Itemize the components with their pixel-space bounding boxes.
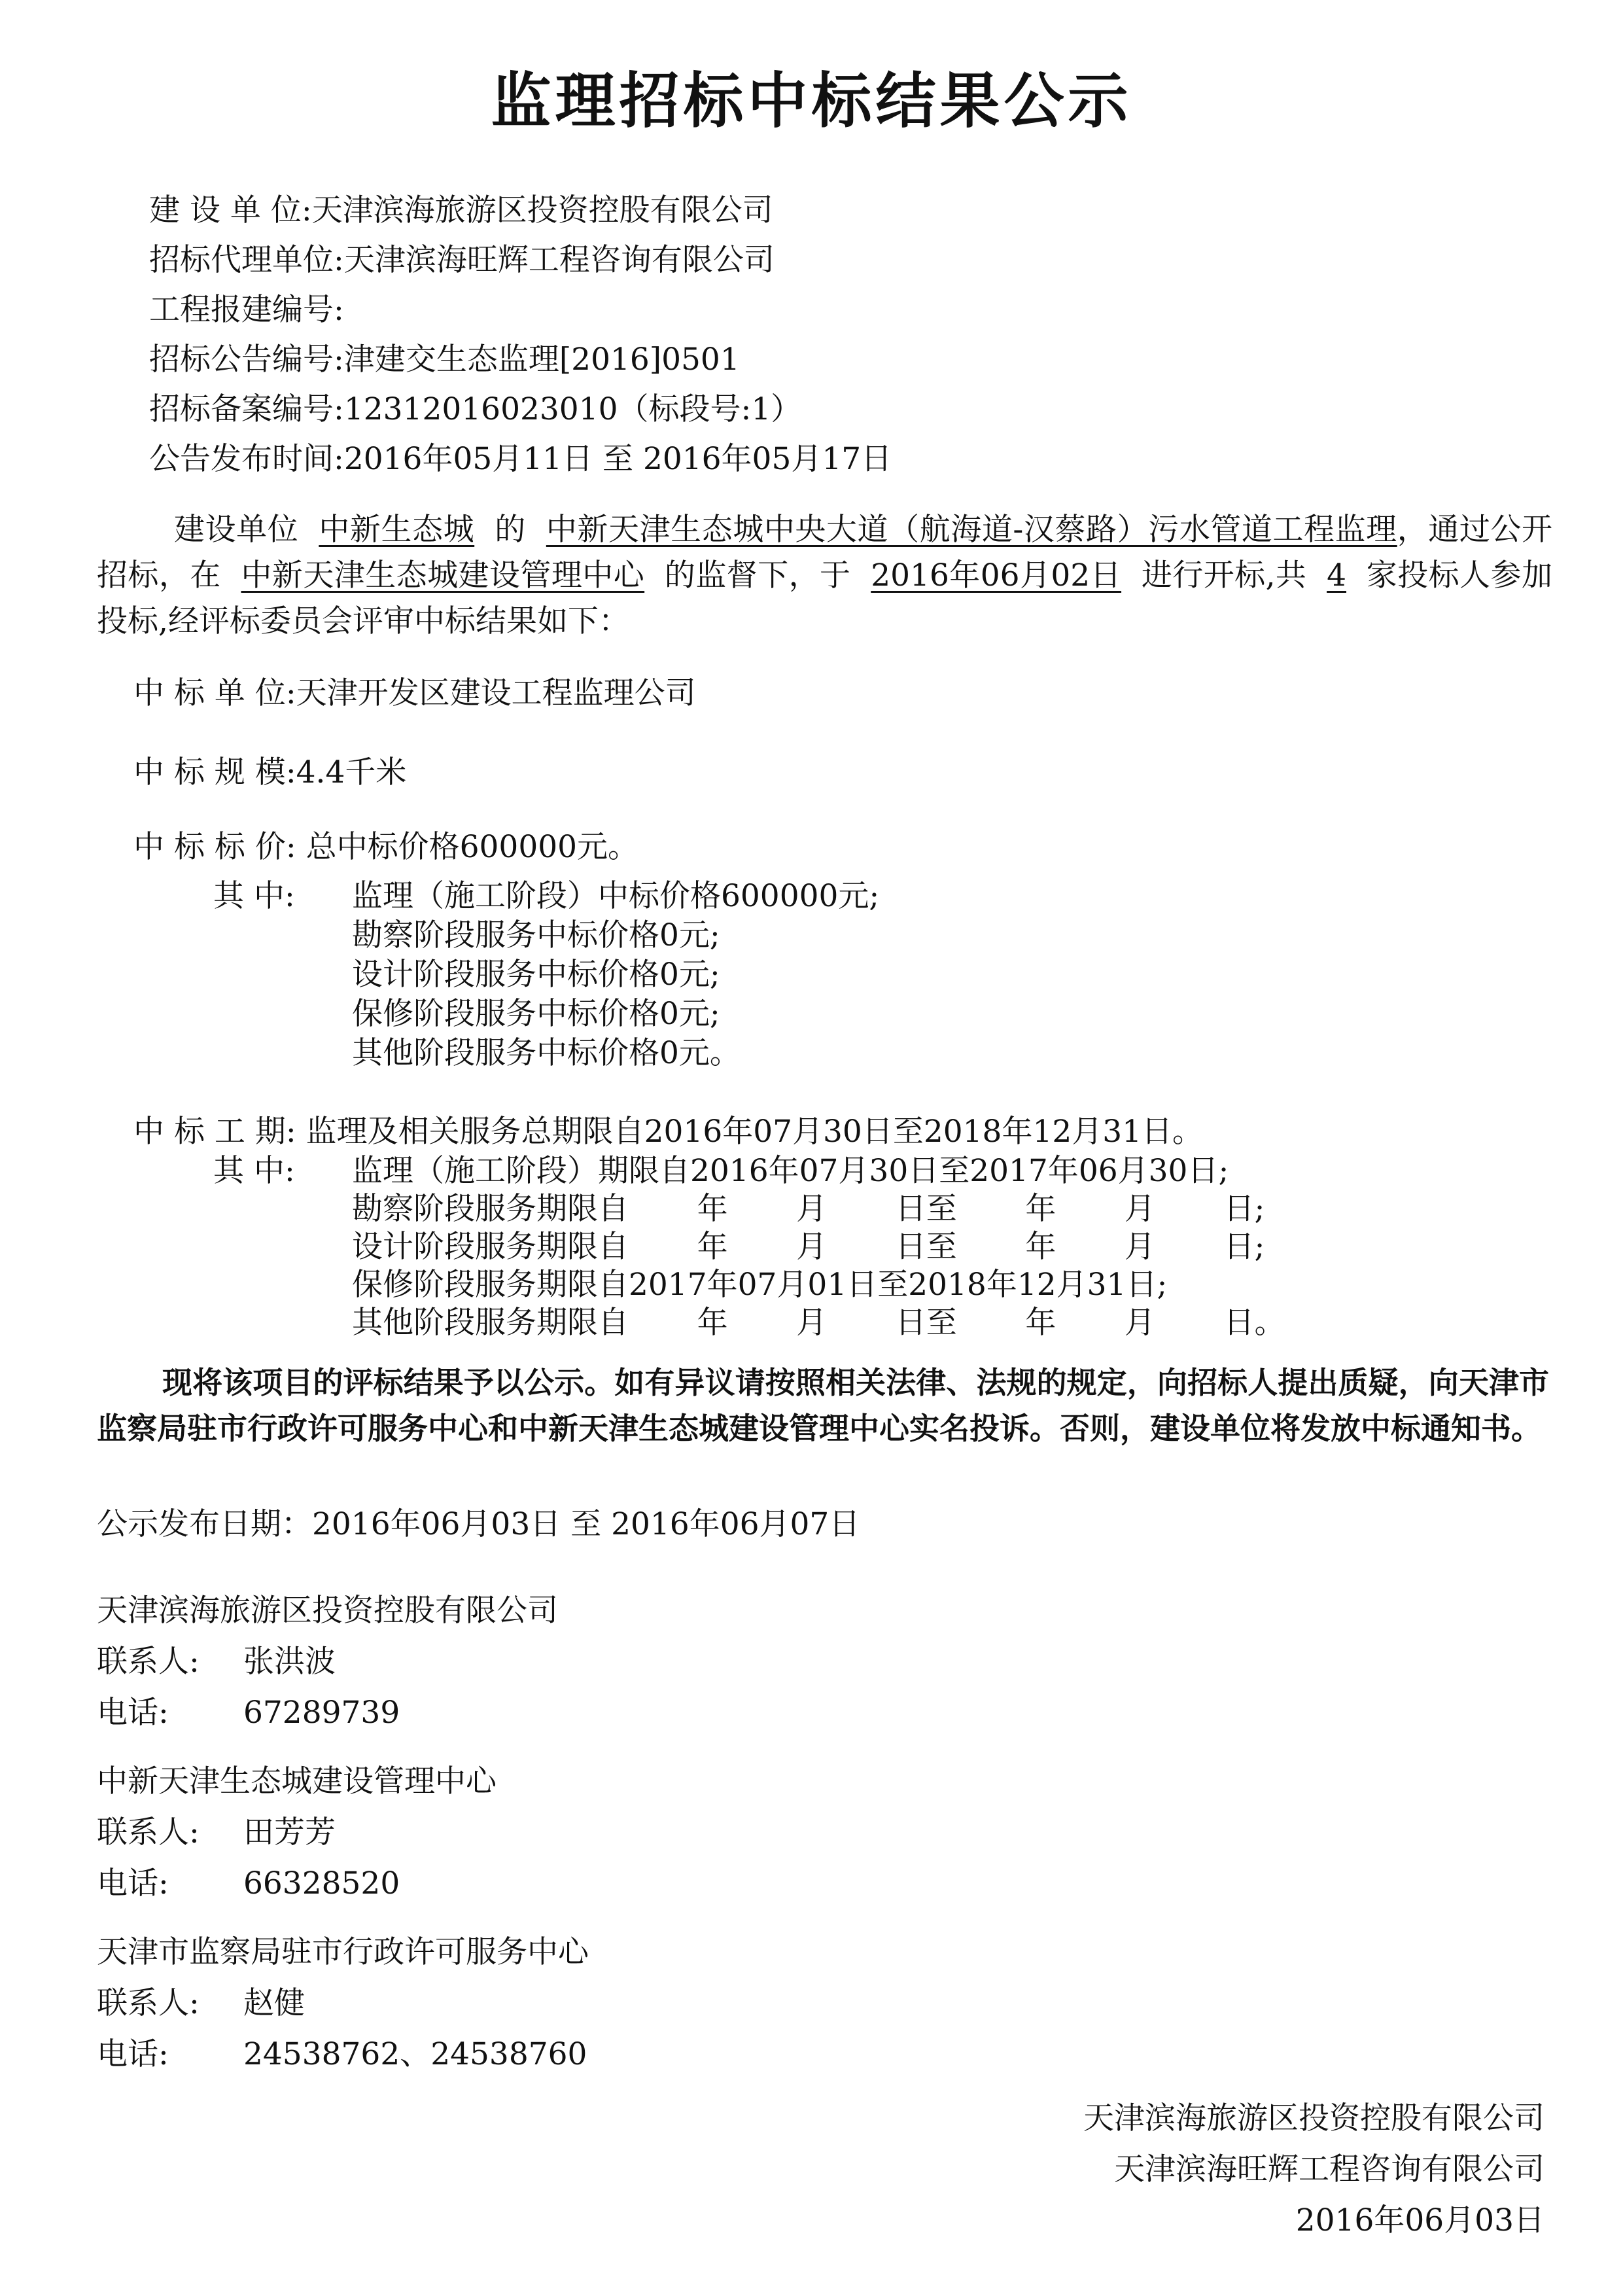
contact-person-label: 联系人: <box>97 1644 200 1680</box>
header-label: 工程报建编号: <box>149 292 344 328</box>
price-row <box>133 828 638 867</box>
scale-value: 4.4千米 <box>296 754 407 790</box>
supervising-agency: 中新天津生态城建设管理中心 <box>241 557 645 593</box>
period-row <box>133 1112 1203 1152</box>
contact-person: 赵健 <box>243 1985 305 2021</box>
contact-phone: 66328520 <box>243 1865 400 1901</box>
contact-phone-label: 电话: <box>97 2036 169 2072</box>
bidder-count: 4 <box>1327 557 1347 593</box>
intro-paragraph: 建设单位 中新生态城 的 中新天津生态城中央大道（航海道-汉蔡路）污水管道工程监理，通过公开招标，在 中新天津生态城建设管理中心 的监督下，于 2016年06月02日 进行开标,共 4 家投标人参加投标,经评标委员会评审中标结果如下： <box>97 512 1553 639</box>
publish-period: 公示发布日期：2016年06月03日 至 2016年06月07日 <box>97 1506 860 1542</box>
price-item: 保修阶段服务中标价格0元; <box>352 996 720 1032</box>
header-value: 2016年05月11日 至 2016年05月17日 <box>343 441 892 477</box>
period-label: 中 标 工 期: <box>133 1114 296 1150</box>
project-name: 中新天津生态城中央大道（航海道-汉蔡路）污水管道工程监理 <box>546 512 1397 548</box>
header-label: 公告发布时间: <box>149 441 344 477</box>
header-row-notice-no <box>149 340 740 380</box>
winner-value: 天津开发区建设工程监理公司 <box>296 675 696 711</box>
contact-person-label: 联系人: <box>97 1985 200 2021</box>
contact-phone: 67289739 <box>243 1695 400 1731</box>
period-item: 保修阶段服务期限自2017年07月01日至2018年12月31日; <box>352 1267 1168 1303</box>
header-row-project-no <box>149 291 344 330</box>
period-item: 勘察阶段服务期限自 年 月 日至 年 月 日; <box>352 1191 1265 1227</box>
price-label: 中 标 标 价: <box>133 829 296 865</box>
price-item: 监理（施工阶段）中标价格600000元; <box>352 878 880 914</box>
period-item: 设计阶段服务期限自 年 月 日至 年 月 日; <box>352 1229 1265 1265</box>
contact-org: 天津滨海旅游区投资控股有限公司 <box>97 1593 558 1629</box>
period-among-label: 其 中: <box>213 1153 295 1189</box>
header-value: 12312016023010（标段号:1） <box>343 391 802 427</box>
period-item: 其他阶段服务期限自 年 月 日至 年 月 日。 <box>352 1305 1285 1341</box>
contact-org: 天津市监察局驻市行政许可服务中心 <box>97 1934 589 1970</box>
document-title: 监理招标中标结果公示 <box>491 66 1132 136</box>
scale-row <box>133 753 406 792</box>
bid-opening-date: 2016年06月02日 <box>871 557 1122 593</box>
period-total: 监理及相关服务总期限自2016年07月30日至2018年12月31日。 <box>305 1114 1204 1150</box>
header-value: 津建交生态监理[2016]0501 <box>343 342 740 378</box>
contact-org: 中新天津生态城建设管理中心 <box>97 1763 497 1799</box>
header-row-builder <box>149 191 773 230</box>
scale-label: 中 标 规 模: <box>133 754 296 790</box>
winner-label: 中 标 单 位: <box>133 675 296 711</box>
signature-org-1: 天津滨海旅游区投资控股有限公司 <box>1083 2100 1544 2136</box>
contact-phone-label: 电话: <box>97 1695 169 1731</box>
header-label: 招标代理单位: <box>149 242 344 278</box>
winner-row <box>133 674 696 713</box>
signature-org-2: 天津滨海旺辉工程咨询有限公司 <box>1114 2151 1544 2187</box>
header-label: 招标备案编号: <box>149 391 344 427</box>
period-item: 监理（施工阶段）期限自2016年07月30日至2017年06月30日; <box>352 1153 1229 1189</box>
contact-phone: 24538762、24538760 <box>243 2036 587 2072</box>
contact-person: 田芳芳 <box>243 1814 336 1850</box>
construction-unit: 中新生态城 <box>319 512 475 548</box>
signature-date: 2016年06月03日 <box>1295 2202 1544 2238</box>
header-row-notice-time <box>149 440 892 479</box>
notice-paragraph: 现将该项目的评标结果予以公示。如有异议请按照相关法律、法规的规定，向招标人提出质疑，向天津市监察局驻市行政许可服务中心和中新天津生态城建设管理中心实名投诉。否则，建设单位将发放中标通知书。 <box>97 1365 1549 1446</box>
header-value: 天津滨海旅游区投资控股有限公司 <box>311 192 773 228</box>
price-item: 设计阶段服务中标价格0元; <box>352 957 720 993</box>
header-row-agent <box>149 241 775 280</box>
price-item: 其他阶段服务中标价格0元。 <box>352 1035 741 1071</box>
price-among-label: 其 中: <box>213 878 295 914</box>
header-label: 建 设 单 位: <box>149 192 312 228</box>
price-item: 勘察阶段服务中标价格0元; <box>352 917 720 953</box>
price-total: 总中标价格600000元。 <box>305 829 639 865</box>
contact-person: 张洪波 <box>243 1644 336 1680</box>
header-value: 天津滨海旺辉工程咨询有限公司 <box>343 242 775 278</box>
contact-person-label: 联系人: <box>97 1814 200 1850</box>
header-row-record-no <box>149 390 801 429</box>
header-label: 招标公告编号: <box>149 342 344 378</box>
contact-phone-label: 电话: <box>97 1865 169 1901</box>
